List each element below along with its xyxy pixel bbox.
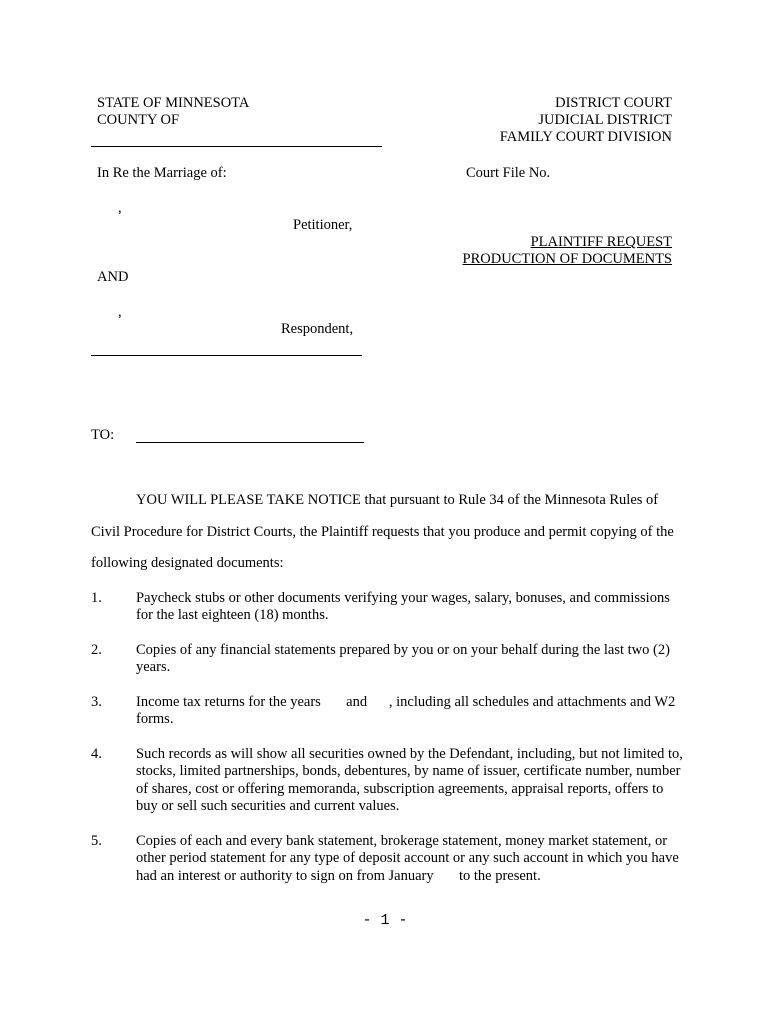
in-re-marriage-label: In Re the Marriage of:: [97, 165, 227, 181]
notice-paragraph: YOU WILL PLEASE TAKE NOTICE that pursuant to Rule 34 of the Minnesota Rules of Civil Procedure for District Courts, the Plaintiff requests that you produce and permit copying of the following designated documents:: [91, 492, 674, 571]
item-text: Such records as will show all securities owned by the Defendant, including, but not limited to, stocks, limited partnerships, bonds, debentures, by name of issuer, certificate number, number of shares, cost or offering memoranda, subscription agreements, appraisal reports, offers to buy or sell such securities and current values.: [136, 746, 683, 815]
state-name: STATE OF MINNESOTA: [97, 95, 250, 111]
county-underline: [91, 146, 382, 147]
to-recipient-line: [136, 442, 364, 443]
and-separator: AND: [97, 269, 129, 285]
item-text: Income tax returns for the years and , including all schedules and attachments and W2 forms.: [136, 694, 679, 728]
item-number: 4.: [91, 746, 102, 762]
respondent-name-comma: ,: [118, 304, 122, 320]
item-text: Paycheck stubs or other documents verifying your wages, salary, bonuses, and commissions for the last eighteen (18) months.: [136, 590, 670, 624]
page-number: - 1 -: [362, 912, 408, 929]
court-name: DISTRICT COURT: [555, 95, 672, 111]
judicial-district: JUDICIAL DISTRICT: [538, 112, 672, 128]
item-number: 2.: [91, 642, 102, 658]
respondent-label: Respondent,: [281, 321, 354, 337]
caption-underline: [91, 355, 362, 356]
court-file-number-label: Court File No.: [466, 165, 551, 181]
county-label: COUNTY OF: [97, 112, 180, 128]
petitioner-name-comma: ,: [118, 200, 122, 216]
petitioner-label: Petitioner,: [293, 217, 353, 233]
item-number: 3.: [91, 694, 102, 710]
item-text: Copies of any financial statements prepared by you or on your behalf during the last two (2) years.: [136, 642, 670, 676]
item-number: 1.: [91, 590, 102, 606]
to-label: TO:: [91, 427, 115, 443]
item-text: Copies of each and every bank statement, brokerage statement, money market statement, or other period statement for any type of deposit account or any such account in which you have had an interest or authority to sign on from January to the present.: [136, 833, 683, 884]
item-number: 5.: [91, 833, 102, 849]
document-title-line-1: PLAINTIFF REQUEST: [530, 234, 672, 250]
court-division: FAMILY COURT DIVISION: [499, 129, 672, 145]
document-title-line-2: PRODUCTION OF DOCUMENTS: [462, 251, 672, 267]
